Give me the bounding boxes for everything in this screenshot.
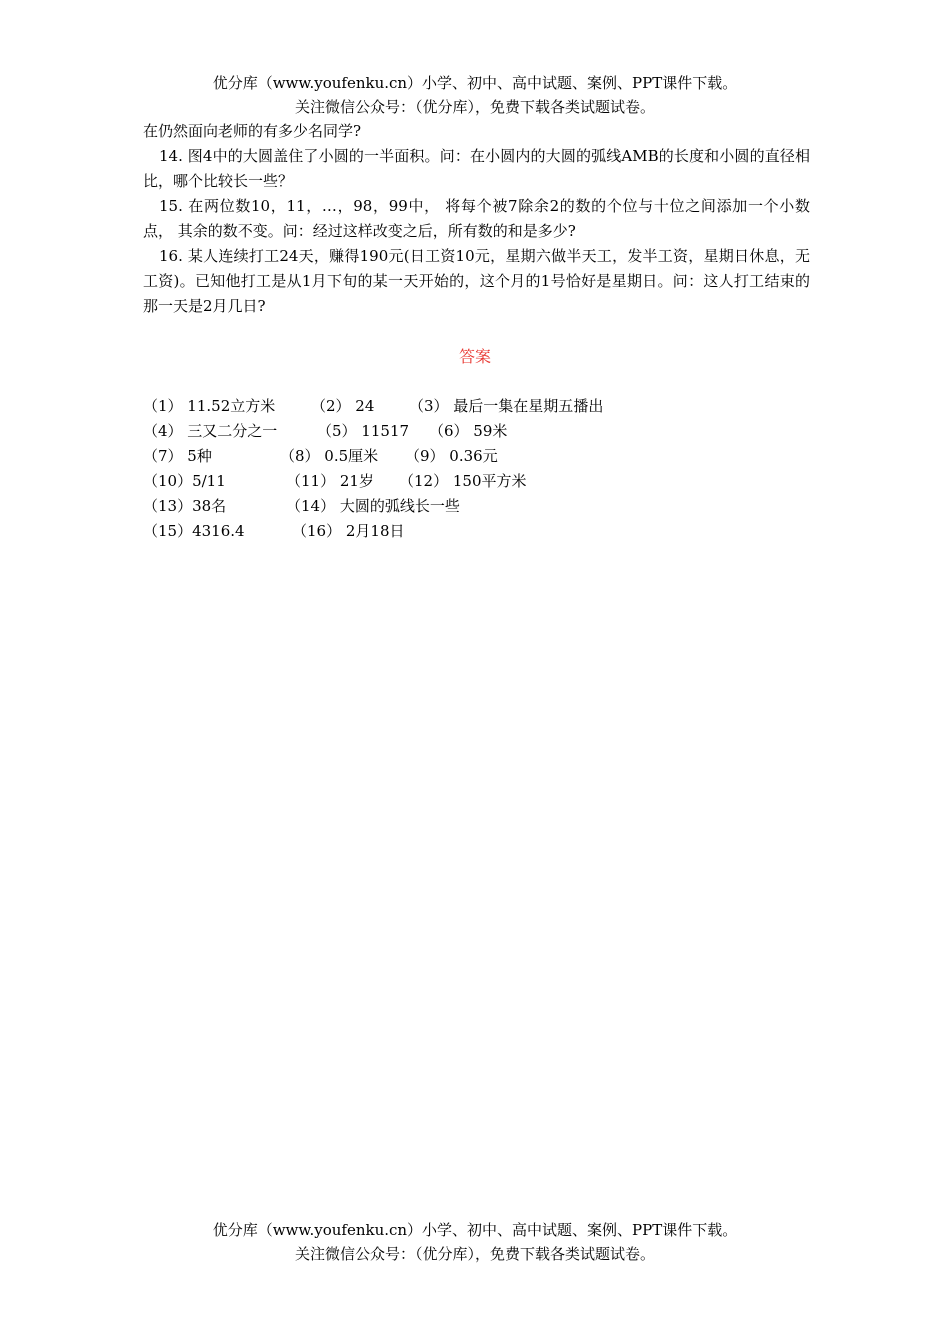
answer-list: [143, 394, 763, 544]
page-footer: [0, 1218, 950, 1266]
answer-10: （10）5/11: [143, 472, 226, 490]
answer-13: （13）38名: [143, 497, 227, 515]
question-15: 15. 在两位数10，11，…，98，99中， 将每个被7除余2的数的个位与十位之间添加一个小数点， 其余的数不变。问：经过这样改变之后，所有数的和是多少?: [143, 197, 810, 240]
answer-row: [143, 444, 763, 469]
page-header: [0, 71, 950, 119]
answer-16: （16） 2月18日: [292, 522, 405, 540]
answer-3: （3） 最后一集在星期五播出: [409, 397, 604, 415]
answer-4: （4） 三又二分之一: [143, 422, 278, 440]
answer-row: [143, 394, 763, 419]
answer-row: [143, 519, 763, 544]
footer-line-2: 关注微信公众号：（优分库），免费下载各类试题试卷。: [294, 1245, 655, 1263]
answer-row: [143, 494, 763, 519]
answer-14: （14） 大圆的弧线长一些: [286, 497, 460, 515]
question-list: [143, 119, 810, 319]
answer-row: [143, 419, 763, 444]
header-line-2: 关注微信公众号：（优分库），免费下载各类试题试卷。: [294, 98, 655, 116]
question-14: 14. 图4中的大圆盖住了小圆的一半面积。问：在小圆内的大圆的弧线AMB的长度和小圆的直径相比，哪个比较长一些？: [143, 147, 810, 190]
question-13-tail: 在仍然面向老师的有多少名同学?: [143, 122, 362, 140]
answer-11: （11） 21岁: [286, 472, 374, 490]
footer-line-1: 优分库（www.youfenku.cn）小学、初中、高中试题、案例、PPT课件下载。: [212, 1221, 738, 1239]
answer-row: [143, 469, 763, 494]
answer-12: （12） 150平方米: [399, 472, 527, 490]
answer-title: 答案: [458, 347, 491, 366]
answer-1: （1） 11.52立方米: [143, 397, 276, 415]
answer-2: （2） 24: [311, 397, 375, 415]
header-line-1: 优分库（www.youfenku.cn）小学、初中、高中试题、案例、PPT课件下载。: [212, 74, 738, 92]
answer-15: （15）4316.4: [143, 522, 245, 540]
question-16: 16. 某人连续打工24天，赚得190元(日工资10元，星期六做半天工，发半工资，星期日休息，无工资)。已知他打工是从1月下旬的某一天开始的，这个月的1号恰好是星期日。问：这人打工结束的那一天是2月几日?: [143, 247, 810, 315]
answer-9: （9） 0.36元: [405, 447, 498, 465]
answer-7: （7） 5种: [143, 447, 212, 465]
answer-5: （5） 11517: [317, 422, 410, 440]
answer-6: （6） 59米: [429, 422, 508, 440]
answer-8: （8） 0.5厘米: [280, 447, 379, 465]
